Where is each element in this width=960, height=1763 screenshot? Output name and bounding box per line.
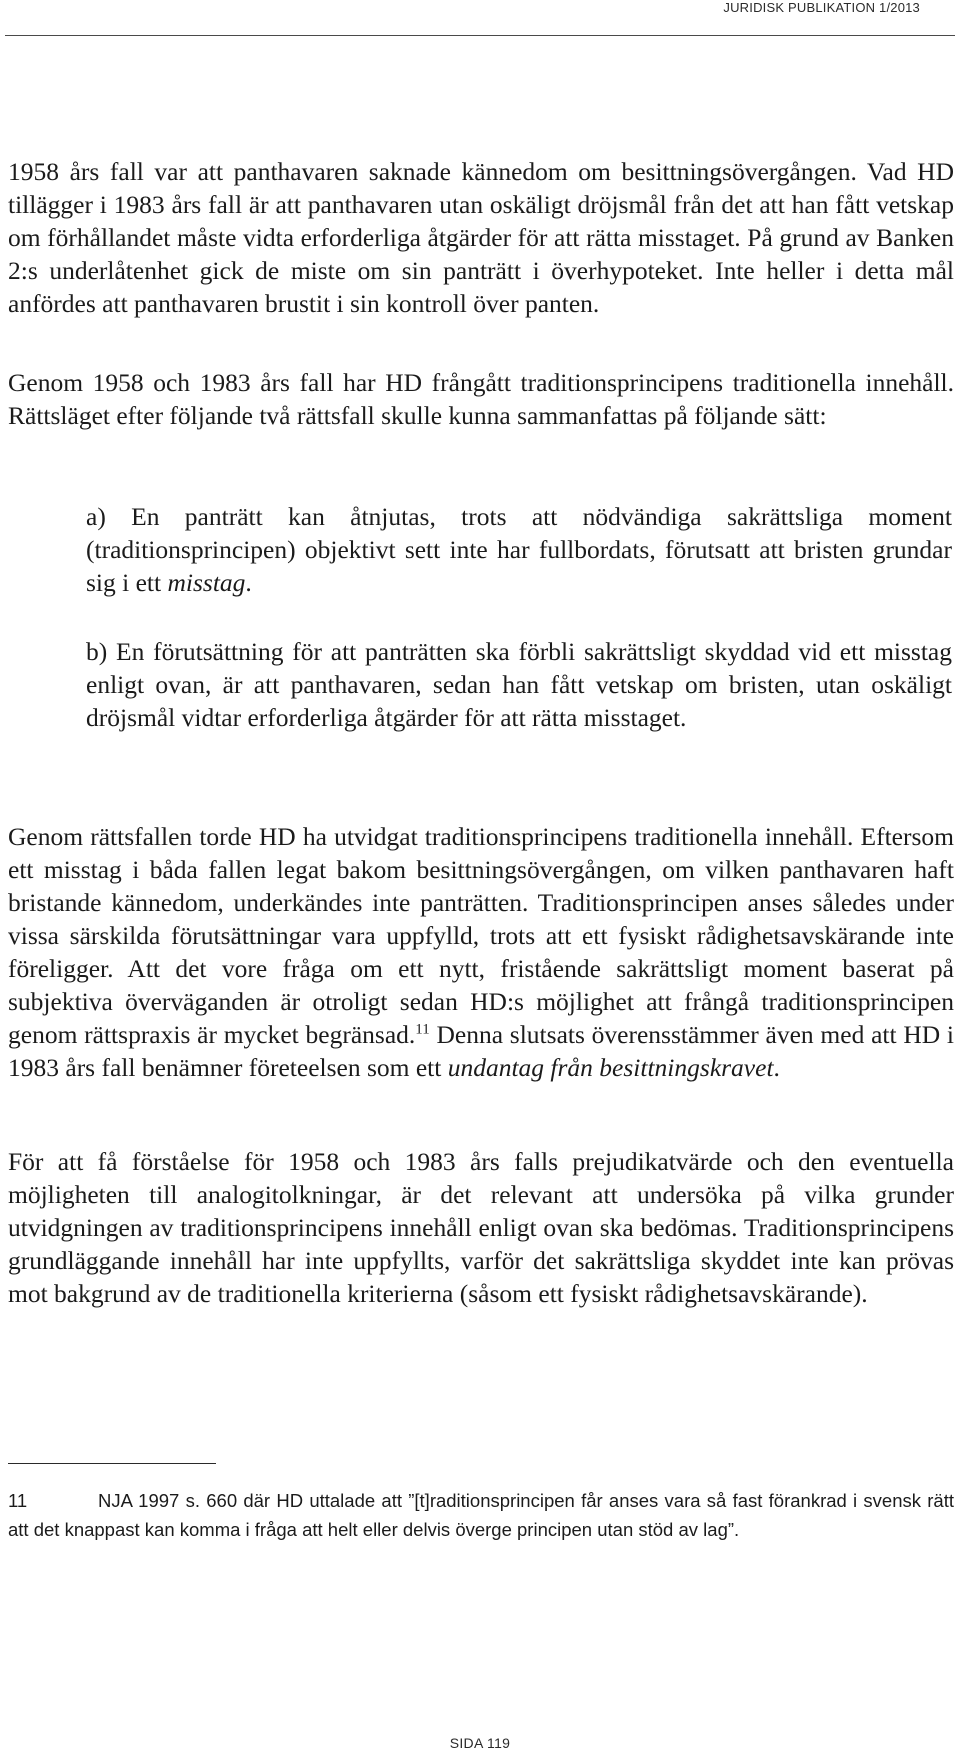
paragraph-5-text: Genom rättsfallen torde HD ha utvidgat traditionsprincipens traditionella innehåll. Eftersom ett misstag i båda fallen legat bakom besittningsövergången, om vilken panthavaren haft bristande kännedom, underkändes inte panträtten. Traditionsprincipen anses således under vissa särskilda förutsättningar vara uppfylld, trots att ett fysiskt rådighetsavskärande inte föreligger. Att det vore fråga om ett nytt, fristående sakrättsligt moment baserat på subjektiva överväganden är otroligt sedan HD:s möjlighet att frångå traditionsprincipen genom rättspraxis är mycket begränsad. <box>8 822 954 1049</box>
paragraph-5-end: . <box>773 1053 780 1082</box>
running-header: JURIDISK PUBLIKATION 1/2013 <box>723 0 920 15</box>
footnote <box>8 1486 954 1544</box>
list-item-a <box>86 500 952 599</box>
paragraph-5-continuation: Denna slutsats överensstämmer även med att HD i 1983 års fall benämner företeelsen som ett <box>8 1020 955 1082</box>
emphasis-undantag: undantag från besittningskravet <box>447 1053 774 1082</box>
list-item-b: b) En förutsättning för att panträtten ska förbli sakrättsligt skyddad vid ett misstag enligt ovan, är att panthavaren, sedan han fått vetskap om bristen, utan oskäligt dröjsmål vidtar erforderliga åtgärder för att rätta misstaget. <box>86 637 952 732</box>
footnote-reference[interactable]: 11 <box>415 1021 430 1038</box>
body-paragraph-5 <box>8 820 954 1084</box>
header-divider <box>5 35 955 36</box>
list-item-a-end: . <box>245 568 252 597</box>
emphasis-misstag: misstag <box>167 568 246 597</box>
footnote-number: 11 <box>8 1490 28 1511</box>
body-paragraph-6: För att få förståelse för 1958 och 1983 års falls prejudikatvärde och den eventuella möjligheten till analogitolkningar, är det relevant att undersöka på vilka grunder utvidgningen av traditionsprincipens innehåll enligt ovan ska bedömas. Traditionsprincipens grundläggande innehåll har inte uppfyllts, varför det sakrättsliga skyddet inte kan prövas mot bakgrund av de traditionella kriterierna (såsom ett fysiskt rådighetsavskärande). <box>8 1147 954 1308</box>
footnote-divider <box>8 1463 216 1464</box>
body-paragraph-2: Genom 1958 och 1983 års fall har HD frångått traditionsprincipens traditionella innehåll. Rättsläget efter följande två rättsfall skulle kunna sammanfattas på följande sätt: <box>8 368 954 430</box>
footnote-text: NJA 1997 s. 660 där HD uttalade att ”[t]raditionsprincipen får anses vara så fast förankrad i svensk rätt att det knappast kan komma i fråga att helt eller delvis överge principen utan stöd av lag”. <box>8 1490 954 1540</box>
page-number: SIDA 119 <box>449 1735 511 1751</box>
list-item-a-text: a) En panträtt kan åtnjutas, trots att nödvändiga sakrättsliga moment (traditionsprincipen) objektivt sett inte har fullbordats, förutsatt att bristen grundar sig i ett <box>86 502 952 597</box>
body-paragraph-1: 1958 års fall var att panthavaren saknade kännedom om besittningsövergången. Vad HD tillägger i 1983 års fall är att panthavaren utan oskäligt dröjsmål från det att han fått vetskap om förhållandet måste vidta erforderliga åtgärder för att rätta misstaget. På grund av Banken 2:s underlåtenhet gick de miste om sin panträtt i överhypoteket. Inte heller i detta mål anfördes att panthavaren brustit i sin kontroll över panten. <box>8 157 954 318</box>
